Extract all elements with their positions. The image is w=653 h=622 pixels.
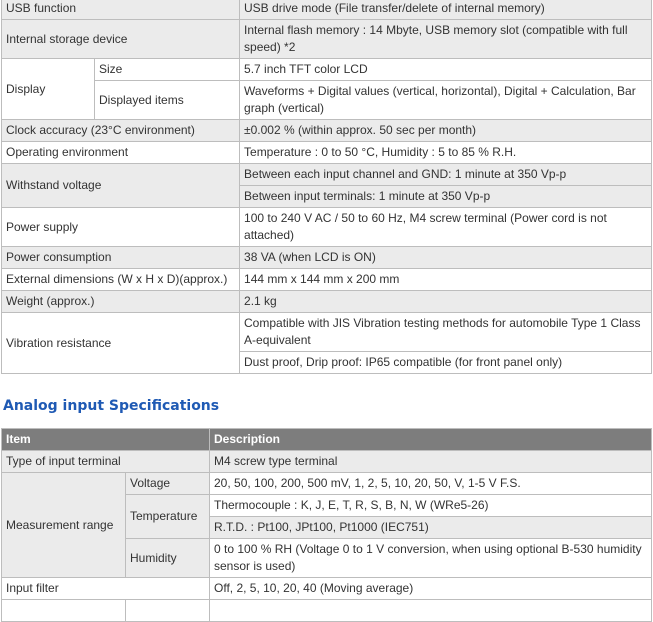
row-value: 2.1 kg <box>240 291 652 313</box>
sub-label: Temperature <box>126 495 210 539</box>
row-value: Waveforms + Digital values (vertical, horizontal), Digital + Calculation, Bar graph (vertical) <box>240 81 652 120</box>
row-value <box>210 600 652 622</box>
row-value: R.T.D. : Pt100, JPt100, Pt1000 (IEC751) <box>210 517 652 539</box>
row-value: M4 screw type terminal <box>210 451 652 473</box>
specifications-table <box>1 0 652 374</box>
row-value: 20, 50, 100, 200, 500 mV, 1, 2, 5, 10, 20, 50, V, 1-5 V F.S. <box>210 473 652 495</box>
row-label: Withstand voltage <box>2 164 240 208</box>
table-row <box>2 473 652 495</box>
table-row <box>2 578 652 600</box>
table-row <box>2 164 652 186</box>
row-label: Weight (approx.) <box>2 291 240 313</box>
row-label: Operating environment <box>2 142 240 164</box>
table-row <box>2 451 652 473</box>
row-value: 38 VA (when LCD is ON) <box>240 247 652 269</box>
row-value: 144 mm x 144 mm x 200 mm <box>240 269 652 291</box>
row-label: Clock accuracy (23°C environment) <box>2 120 240 142</box>
table-row <box>2 0 652 20</box>
table-row <box>2 208 652 247</box>
row-label: Power consumption <box>2 247 240 269</box>
row-label: External dimensions (W x H x D)(approx.) <box>2 269 240 291</box>
row-label: Internal storage device <box>2 20 240 59</box>
table-row <box>2 247 652 269</box>
row-value: Thermocouple : K, J, E, T, R, S, B, N, W (WRe5-26) <box>210 495 652 517</box>
sub-label: Size <box>95 59 240 81</box>
sub-label: Voltage <box>126 473 210 495</box>
section-heading: Analog input Specifications <box>3 398 220 414</box>
table-row <box>2 59 652 81</box>
sub-label: Humidity <box>126 539 210 578</box>
row-label: Vibration resistance <box>2 313 240 374</box>
row-value: Between each input channel and GND: 1 minute at 350 Vp-p <box>240 164 652 186</box>
analog-input-table <box>1 428 652 622</box>
row-value: Temperature : 0 to 50 °C, Humidity : 5 to 85 % R.H. <box>240 142 652 164</box>
row-label: Type of input terminal <box>2 451 210 473</box>
header-item: Item <box>2 429 210 451</box>
row-label: Display <box>2 59 95 120</box>
sub-label <box>126 600 210 622</box>
row-value: USB drive mode (File transfer/delete of internal memory) <box>240 0 652 20</box>
sub-label: Displayed items <box>95 81 240 120</box>
row-label: Measurement range <box>2 473 126 578</box>
row-value: Internal flash memory : 14 Mbyte, USB memory slot (compatible with full speed) *2 <box>240 20 652 59</box>
table-row <box>2 120 652 142</box>
row-label: Input filter <box>2 578 210 600</box>
row-value: Between input terminals: 1 minute at 350 Vp-p <box>240 186 652 208</box>
row-value: 5.7 inch TFT color LCD <box>240 59 652 81</box>
table-row <box>2 142 652 164</box>
table-header-row <box>2 429 652 451</box>
table-row <box>2 20 652 59</box>
row-value: Compatible with JIS Vibration testing methods for automobile Type 1 Class A-equivalent <box>240 313 652 352</box>
row-label <box>2 600 126 622</box>
row-label: USB function <box>2 0 240 20</box>
header-description: Description <box>210 429 652 451</box>
row-value: Dust proof, Drip proof: IP65 compatible (for front panel only) <box>240 352 652 374</box>
table-row <box>2 600 652 622</box>
row-value: Off, 2, 5, 10, 20, 40 (Moving average) <box>210 578 652 600</box>
table-row <box>2 291 652 313</box>
row-label: Power supply <box>2 208 240 247</box>
table-row <box>2 269 652 291</box>
table-row <box>2 81 652 120</box>
row-value: ±0.002 % (within approx. 50 sec per month) <box>240 120 652 142</box>
row-value: 0 to 100 % RH (Voltage 0 to 1 V conversion, when using optional B-530 humidity sensor is used) <box>210 539 652 578</box>
table-row <box>2 313 652 352</box>
row-value: 100 to 240 V AC / 50 to 60 Hz, M4 screw terminal (Power cord is not attached) <box>240 208 652 247</box>
